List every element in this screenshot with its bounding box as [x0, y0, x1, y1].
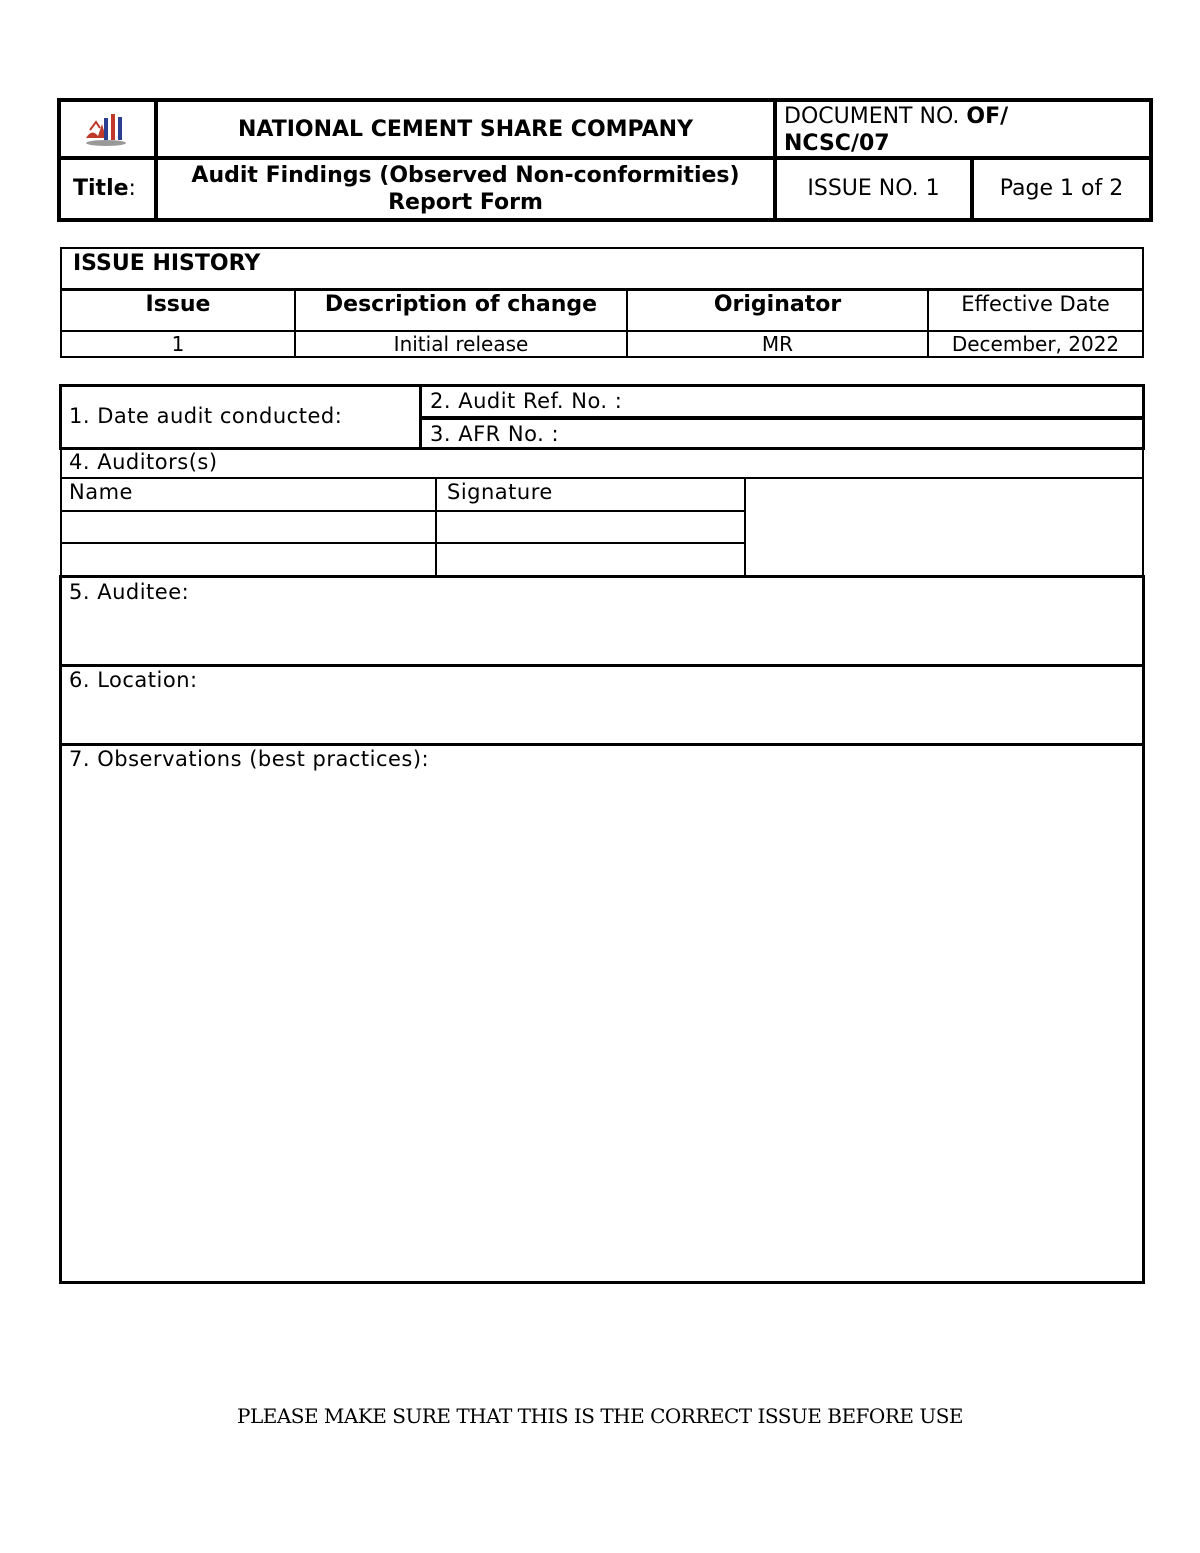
company-logo — [82, 108, 130, 148]
table-row-description: Initial release — [393, 332, 529, 356]
footer-note: PLEASE MAKE SURE THAT THIS IS THE CORRECT ISSUE BEFORE USE — [236, 1404, 964, 1428]
afr-label: 3. AFR No. : — [430, 422, 560, 446]
title-label: Title: — [73, 176, 136, 201]
col-issue: Issue — [145, 292, 211, 317]
signature-column-header: Signature — [447, 480, 553, 504]
company-name: NATIONAL CEMENT SHARE COMPANY — [237, 117, 694, 142]
table-row-effective-date: December, 2022 — [951, 332, 1120, 356]
location-label: 6. Location: — [69, 668, 198, 692]
name-column-header: Name — [69, 480, 133, 504]
issue-number: ISSUE NO. 1 — [807, 176, 940, 201]
table-row-originator: MR — [761, 332, 794, 356]
audit-ref-label: 2. Audit Ref. No. : — [430, 389, 623, 413]
issue-history-heading: ISSUE HISTORY — [73, 251, 261, 276]
table-row-issue: 1 — [171, 332, 185, 356]
date-audit-label: 1. Date audit conducted: — [69, 404, 343, 428]
form-title: Audit Findings (Observed Non-conformities) Report Form — [191, 163, 740, 215]
observations-label: 7. Observations (best practices): — [69, 747, 430, 771]
document-number: DOCUMENT NO. OF/ NCSC/07 — [784, 104, 1009, 156]
col-description: Description of change — [324, 292, 598, 317]
auditors-label: 4. Auditors(s) — [69, 450, 218, 474]
col-originator: Originator — [713, 292, 842, 317]
auditor-name-input-1[interactable] — [62, 512, 435, 542]
auditee-label: 5. Auditee: — [69, 580, 190, 604]
auditor-signature-input-1[interactable] — [437, 512, 744, 542]
page-number: Page 1 of 2 — [999, 176, 1124, 201]
auditor-name-input-2[interactable] — [62, 544, 435, 576]
location-block[interactable] — [59, 664, 1145, 746]
col-effective-date: Effective Date — [961, 292, 1110, 316]
auditee-block[interactable] — [59, 575, 1145, 667]
auditor-signature-input-2[interactable] — [437, 544, 744, 576]
observations-block[interactable] — [59, 743, 1145, 1284]
